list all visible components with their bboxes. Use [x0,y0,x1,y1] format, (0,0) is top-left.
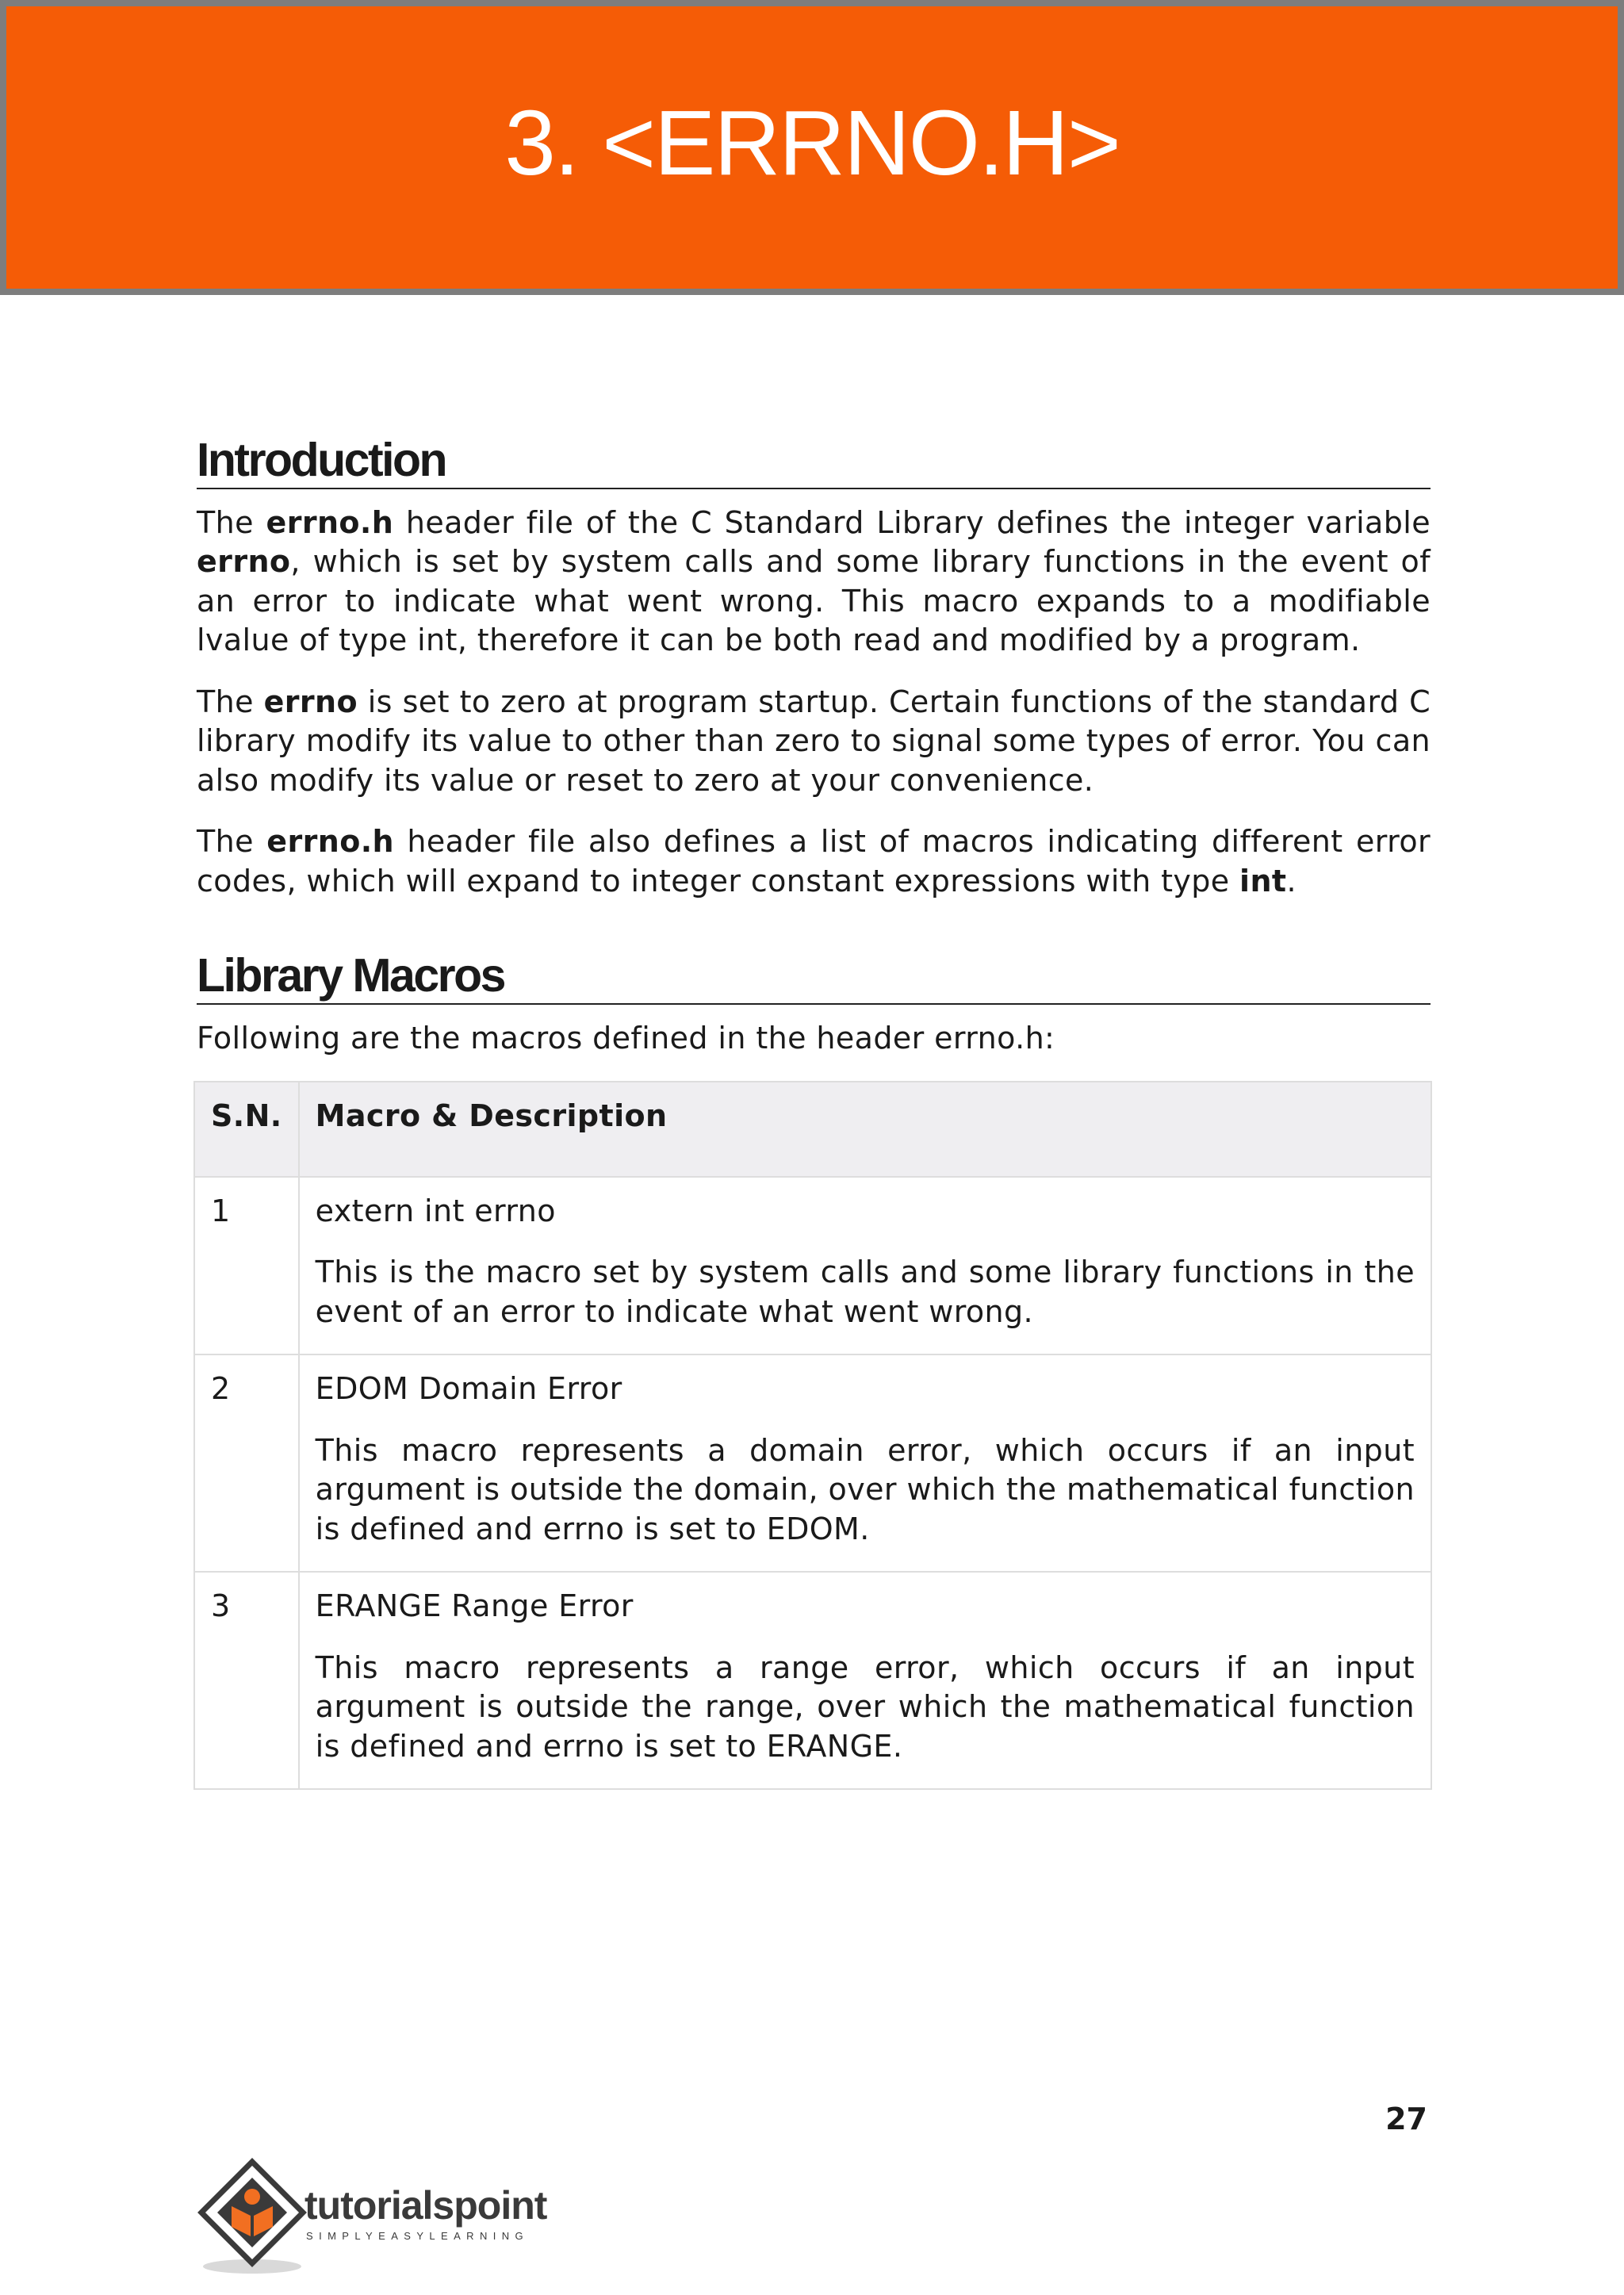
code-term: errno.h [266,824,394,860]
row-sn: 3 [194,1572,299,1789]
text-run: The [197,684,264,719]
chapter-title: 3. <ERRNO.H> [504,91,1120,194]
table-row [194,1572,1431,1789]
table-header-row [194,1082,1431,1177]
text-run: is set to zero at program startup. Certain functions of the standard C library modify its value to other than zero to signal some types of error. You can also modify its value or reset to zero at your convenience. [197,684,1431,798]
tutorialspoint-logo [195,2157,568,2276]
page-number: 27 [1385,2102,1427,2136]
logo-brand: tutorialspoint [304,2183,547,2228]
macro-description: This macro represents a domain error, which occurs if an input argument is outside the domain, over which the mathematical function is defined and errno is set to EDOM. [315,1432,1415,1546]
macro-description: This is the macro set by system calls and some library functions in the event of an error to indicate what went wrong. [315,1255,1415,1329]
macros-intro: Following are the macros defined in the header errno.h: [197,1021,1055,1056]
code-term: errno [263,684,358,719]
intro-paragraph [197,683,1431,801]
text-run: header file of the C Standard Library defines the integer variable [393,504,1431,540]
row-macro-cell [299,1177,1431,1355]
row-macro-cell [299,1354,1431,1572]
chapter-banner [0,0,1624,295]
row-sn: 2 [194,1354,299,1572]
macro-description: This macro represents a range error, which occurs if an input argument is outside the range, over which the mathematical function is defined and errno is set to ERANGE. [315,1649,1415,1764]
code-term: errno [197,544,291,580]
intro-paragraph [197,822,1431,901]
intro-paragraph [197,504,1431,661]
header-macro: Macro & Description [299,1082,1431,1177]
header-sn: S.N. [194,1082,299,1177]
table-row [194,1354,1431,1572]
introduction-heading: Introduction [197,435,1431,489]
code-term: int [1239,863,1287,898]
page-content [197,435,1431,1790]
text-run: , which is set by system calls and some library functions in the event of an error to indicate what went wrong. This macro expands to a modifiable lvalue of type int, therefore it can be both read and modified by a program. [197,544,1431,658]
macro-table [193,1081,1432,1791]
text-run: . [1286,863,1297,898]
text-run: The [197,824,267,860]
logo-tagline: SIMPLYEASYLEARNING [306,2230,530,2242]
macro-name: ERANGE Range Error [315,1588,634,1624]
macro-name: EDOM Domain Error [315,1371,622,1407]
table-row [194,1177,1431,1355]
text-run: The [197,504,266,540]
macro-name: extern int errno [315,1193,556,1228]
text-run: header file also defines a list of macros indicating different error codes, which will expand to integer constant expressions with type [197,824,1431,898]
code-term: errno.h [266,504,394,540]
library-macros-heading: Library Macros [197,950,1431,1005]
row-macro-cell [299,1572,1431,1789]
row-sn: 1 [194,1177,299,1355]
